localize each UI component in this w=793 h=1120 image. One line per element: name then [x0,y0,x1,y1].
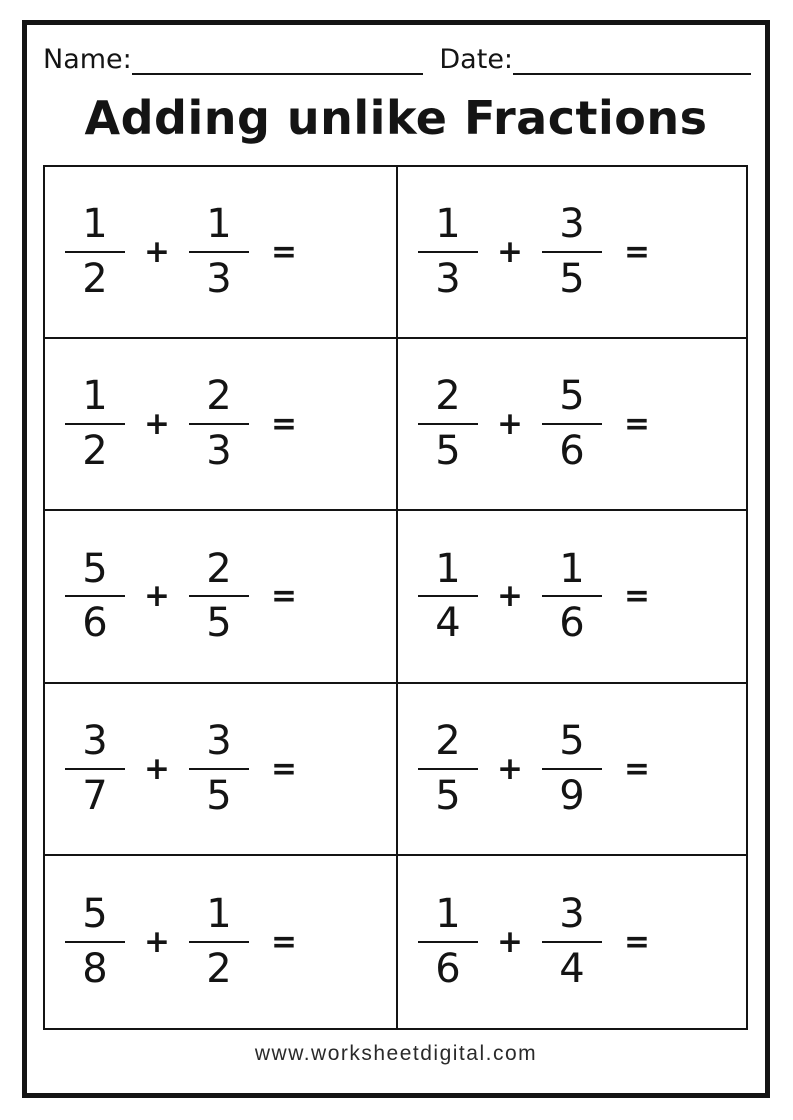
problem-cell-8 [398,684,746,856]
fraction-denominator: 6 [435,945,461,992]
fraction [540,547,604,647]
fraction-numerator: 1 [559,545,585,592]
fraction-denominator: 5 [559,256,585,303]
plus-sign: + [144,406,170,443]
fraction [187,202,251,302]
equals-sign: = [270,750,297,787]
fraction-denominator: 3 [435,256,461,303]
fraction-numerator: 3 [559,201,585,248]
fraction-denominator: 4 [435,600,461,647]
problem-cell-2 [398,167,746,339]
plus-sign: + [496,578,523,615]
fraction-denominator: 5 [206,772,232,819]
problem-cell-6 [398,511,746,683]
fraction-numerator: 1 [206,891,232,938]
problem-cell-4 [398,339,746,511]
fraction [187,547,251,647]
fraction-denominator: 5 [435,428,461,475]
fraction-bar [189,768,249,770]
fraction [416,719,480,819]
plus-sign: + [144,750,170,787]
fraction [416,892,480,992]
fraction-bar [65,595,125,597]
problems-grid [43,165,748,1030]
equals-sign: = [270,406,297,443]
date-blank-line [513,43,751,75]
fraction-bar [542,595,602,597]
fraction [63,892,127,992]
fraction-bar [189,423,249,425]
fraction-numerator: 3 [206,717,232,764]
plus-sign: + [144,923,170,960]
fraction [540,892,604,992]
problem-cell-3 [45,339,398,511]
problem-cell-9 [45,856,398,1028]
plus-sign: + [496,234,523,271]
fraction-denominator: 3 [206,256,232,303]
equals-sign: = [623,923,650,960]
fraction-denominator: 6 [559,428,585,475]
header-row [43,43,751,75]
fraction-bar [65,941,125,943]
fraction-bar [418,595,478,597]
fraction-numerator: 2 [206,545,232,592]
fraction-bar [189,941,249,943]
fraction-denominator: 6 [82,600,108,647]
fraction-denominator: 2 [82,428,108,475]
problem-cell-1 [45,167,398,339]
plus-sign: + [496,750,523,787]
fraction [63,202,127,302]
equals-sign: = [270,578,297,615]
fraction-denominator: 5 [435,772,461,819]
fraction-numerator: 5 [559,373,585,420]
fraction-bar [542,423,602,425]
fraction-numerator: 1 [82,201,108,248]
fraction-numerator: 5 [82,891,108,938]
plus-sign: + [496,406,523,443]
fraction-numerator: 5 [82,545,108,592]
fraction [416,374,480,474]
fraction-bar [418,423,478,425]
fraction [187,719,251,819]
plus-sign: + [144,234,170,271]
fraction-numerator: 1 [435,201,461,248]
fraction-denominator: 5 [206,600,232,647]
fraction [187,374,251,474]
fraction-denominator: 6 [559,600,585,647]
fraction-bar [65,251,125,253]
fraction-numerator: 2 [206,373,232,420]
worksheet-page [22,20,770,1098]
problem-cell-5 [45,511,398,683]
fraction [63,374,127,474]
name-blank-line [132,43,424,75]
equals-sign: = [623,578,650,615]
fraction-bar [418,768,478,770]
fraction-denominator: 2 [206,945,232,992]
fraction-denominator: 8 [82,945,108,992]
fraction-denominator: 2 [82,256,108,303]
fraction-numerator: 1 [82,373,108,420]
fraction-bar [418,941,478,943]
fraction [63,547,127,647]
fraction-numerator: 2 [435,717,461,764]
equals-sign: = [623,234,650,271]
fraction-denominator: 9 [559,772,585,819]
fraction [187,892,251,992]
fraction-bar [542,768,602,770]
name-label: Name: [43,44,132,76]
fraction-numerator: 1 [435,891,461,938]
fraction-denominator: 4 [559,945,585,992]
fraction [63,719,127,819]
equals-sign: = [270,234,297,271]
fraction-denominator: 3 [206,428,232,475]
fraction-numerator: 2 [435,373,461,420]
fraction-bar [542,941,602,943]
fraction [540,719,604,819]
fraction-numerator: 1 [206,201,232,248]
equals-sign: = [623,406,650,443]
fraction [540,202,604,302]
plus-sign: + [144,578,170,615]
fraction-bar [65,423,125,425]
date-label: Date: [439,44,514,76]
fraction-bar [542,251,602,253]
fraction-denominator: 7 [82,772,108,819]
problem-cell-10 [398,856,746,1028]
equals-sign: = [623,750,650,787]
fraction-bar [65,768,125,770]
equals-sign: = [270,923,297,960]
fraction-numerator: 3 [82,717,108,764]
plus-sign: + [496,923,523,960]
fraction-bar [189,595,249,597]
fraction-numerator: 3 [559,891,585,938]
fraction-bar [418,251,478,253]
fraction [540,374,604,474]
page-title: Adding unlike Fractions [84,91,708,145]
fraction-numerator: 1 [435,545,461,592]
fraction-bar [189,251,249,253]
fraction [416,547,480,647]
fraction-numerator: 5 [559,717,585,764]
problem-cell-7 [45,684,398,856]
footer-url: www.worksheetdigital.com [254,1042,538,1065]
fraction [416,202,480,302]
